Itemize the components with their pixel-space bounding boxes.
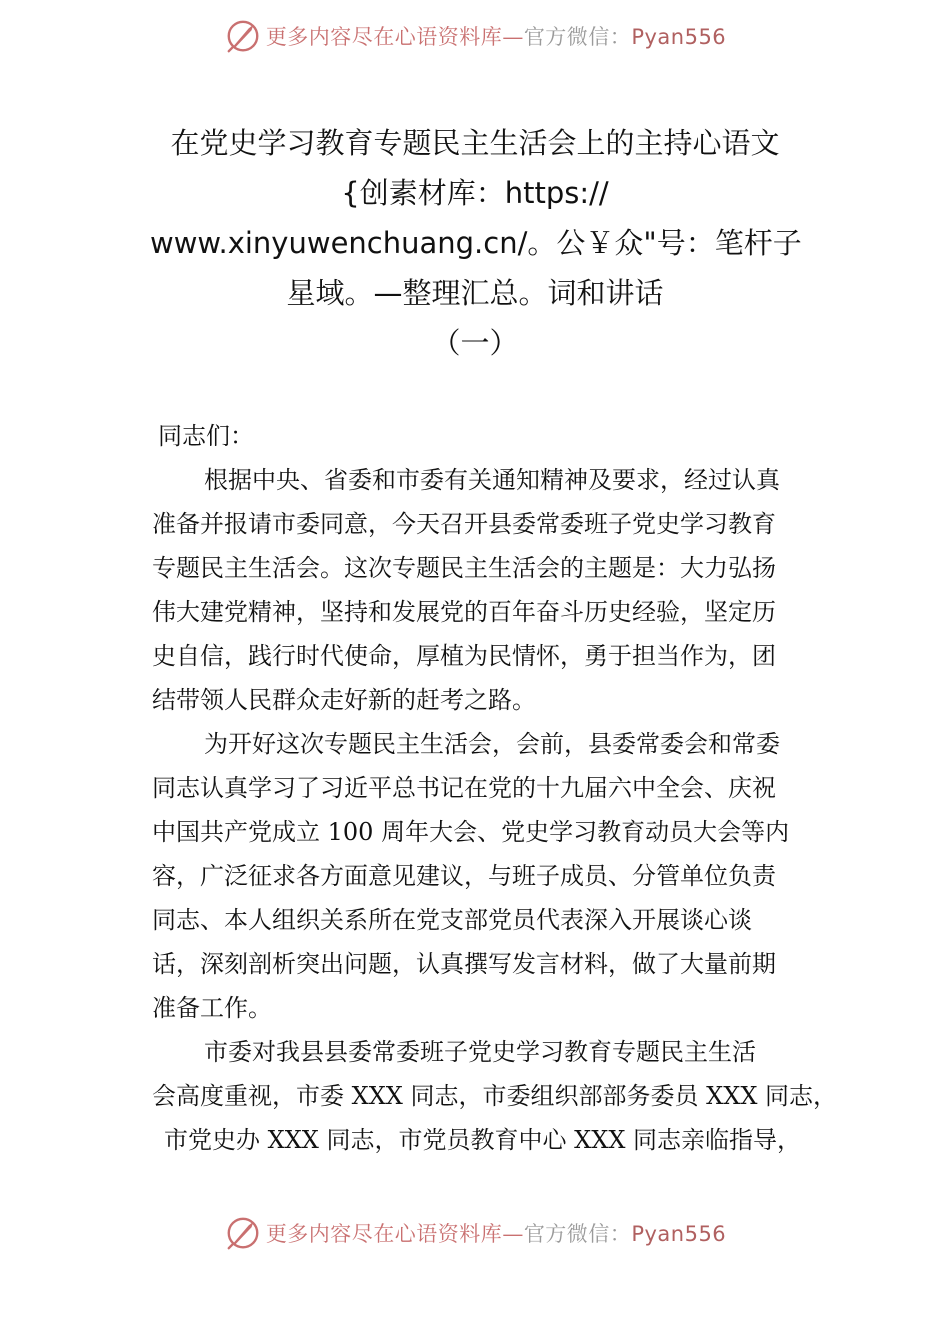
banner-site-name: 更多内容尽在心语资料库 [265, 25, 503, 49]
text-line: 准备工作。 [152, 994, 272, 1022]
banner-handle: Pyan556 [631, 1222, 727, 1246]
banner-text [266, 1218, 726, 1248]
text-line: 同志、本人组织关系所在党支部党员代表深入开展谈心谈 [152, 906, 752, 934]
paragraph-2 [152, 722, 812, 1030]
banner-wechat-label: 官方微信： [523, 25, 632, 49]
banner-handle: Pyan556 [631, 25, 727, 49]
text-line: 容，广泛征求各方面意见建议，与班子成员、分管单位负责 [152, 862, 776, 890]
banner-wechat-label: 官方微信： [523, 1222, 632, 1246]
salutation: 同志们： [158, 422, 254, 450]
paragraph-1 [152, 458, 812, 722]
text-line: 专题民主生活会。这次专题民主生活会的主题是：大力弘扬 [152, 554, 776, 582]
paragraph-3 [152, 1030, 838, 1162]
text-line: 伟大建党精神，坚持和发展党的百年奋斗历史经验，坚定历 [152, 598, 776, 626]
text-line: 话，深刻剖析突出问题，认真撰写发言材料，做了大量前期 [152, 950, 776, 978]
document-title [150, 118, 800, 368]
text-line: 同志认真学习了习近平总书记在党的十九届六中全会、庆祝 [152, 774, 776, 802]
text-line: 结带领人民群众走好新的赶考之路。 [152, 686, 536, 714]
text-line: 为开好这次专题民主生活会，会前，县委常委会和常委 [204, 730, 780, 758]
text-line: 根据中央、省委和市委有关通知精神及要求，经过认真 [204, 466, 780, 494]
title-line-1: 在党史学习教育专题民主生活会上的主持心语文 [170, 126, 780, 160]
banner-site-name: 更多内容尽在心语资料库 [265, 1222, 503, 1246]
document-body [152, 414, 838, 1162]
quill-pen-logo-icon [224, 17, 262, 55]
quill-pen-logo-icon [224, 1214, 262, 1252]
banner-separator: — [502, 1222, 524, 1246]
header-banner [0, 14, 950, 58]
text-line: 史自信，践行时代使命，厚植为民情怀，勇于担当作为，团 [152, 642, 776, 670]
text-line: 会高度重视，市委 XXX 同志，市委组织部部务委员 XXX 同志， [152, 1082, 838, 1110]
title-section-number: （一） [431, 326, 519, 360]
title-line-3: www.xinyuwenchuang.cn/。公￥众"号：笔杆子 [150, 226, 802, 260]
title-line-2: {创素材库：https:// [341, 176, 609, 210]
banner-separator: — [502, 25, 524, 49]
text-line: 市党史办 XXX 同志，市党员教育中心 XXX 同志亲临指导， [164, 1126, 802, 1154]
text-line: 准备并报请市委同意，今天召开县委常委班子党史学习教育 [152, 510, 776, 538]
title-line-4: 星域。—整理汇总。词和讲话 [286, 276, 664, 310]
banner-text [266, 21, 726, 51]
text-line: 市委对我县县委常委班子党史学习教育专题民主生活 [204, 1038, 756, 1066]
text-line: 中国共产党成立 100 周年大会、党史学习教育动员大会等内 [152, 818, 790, 846]
footer-banner [0, 1211, 950, 1255]
